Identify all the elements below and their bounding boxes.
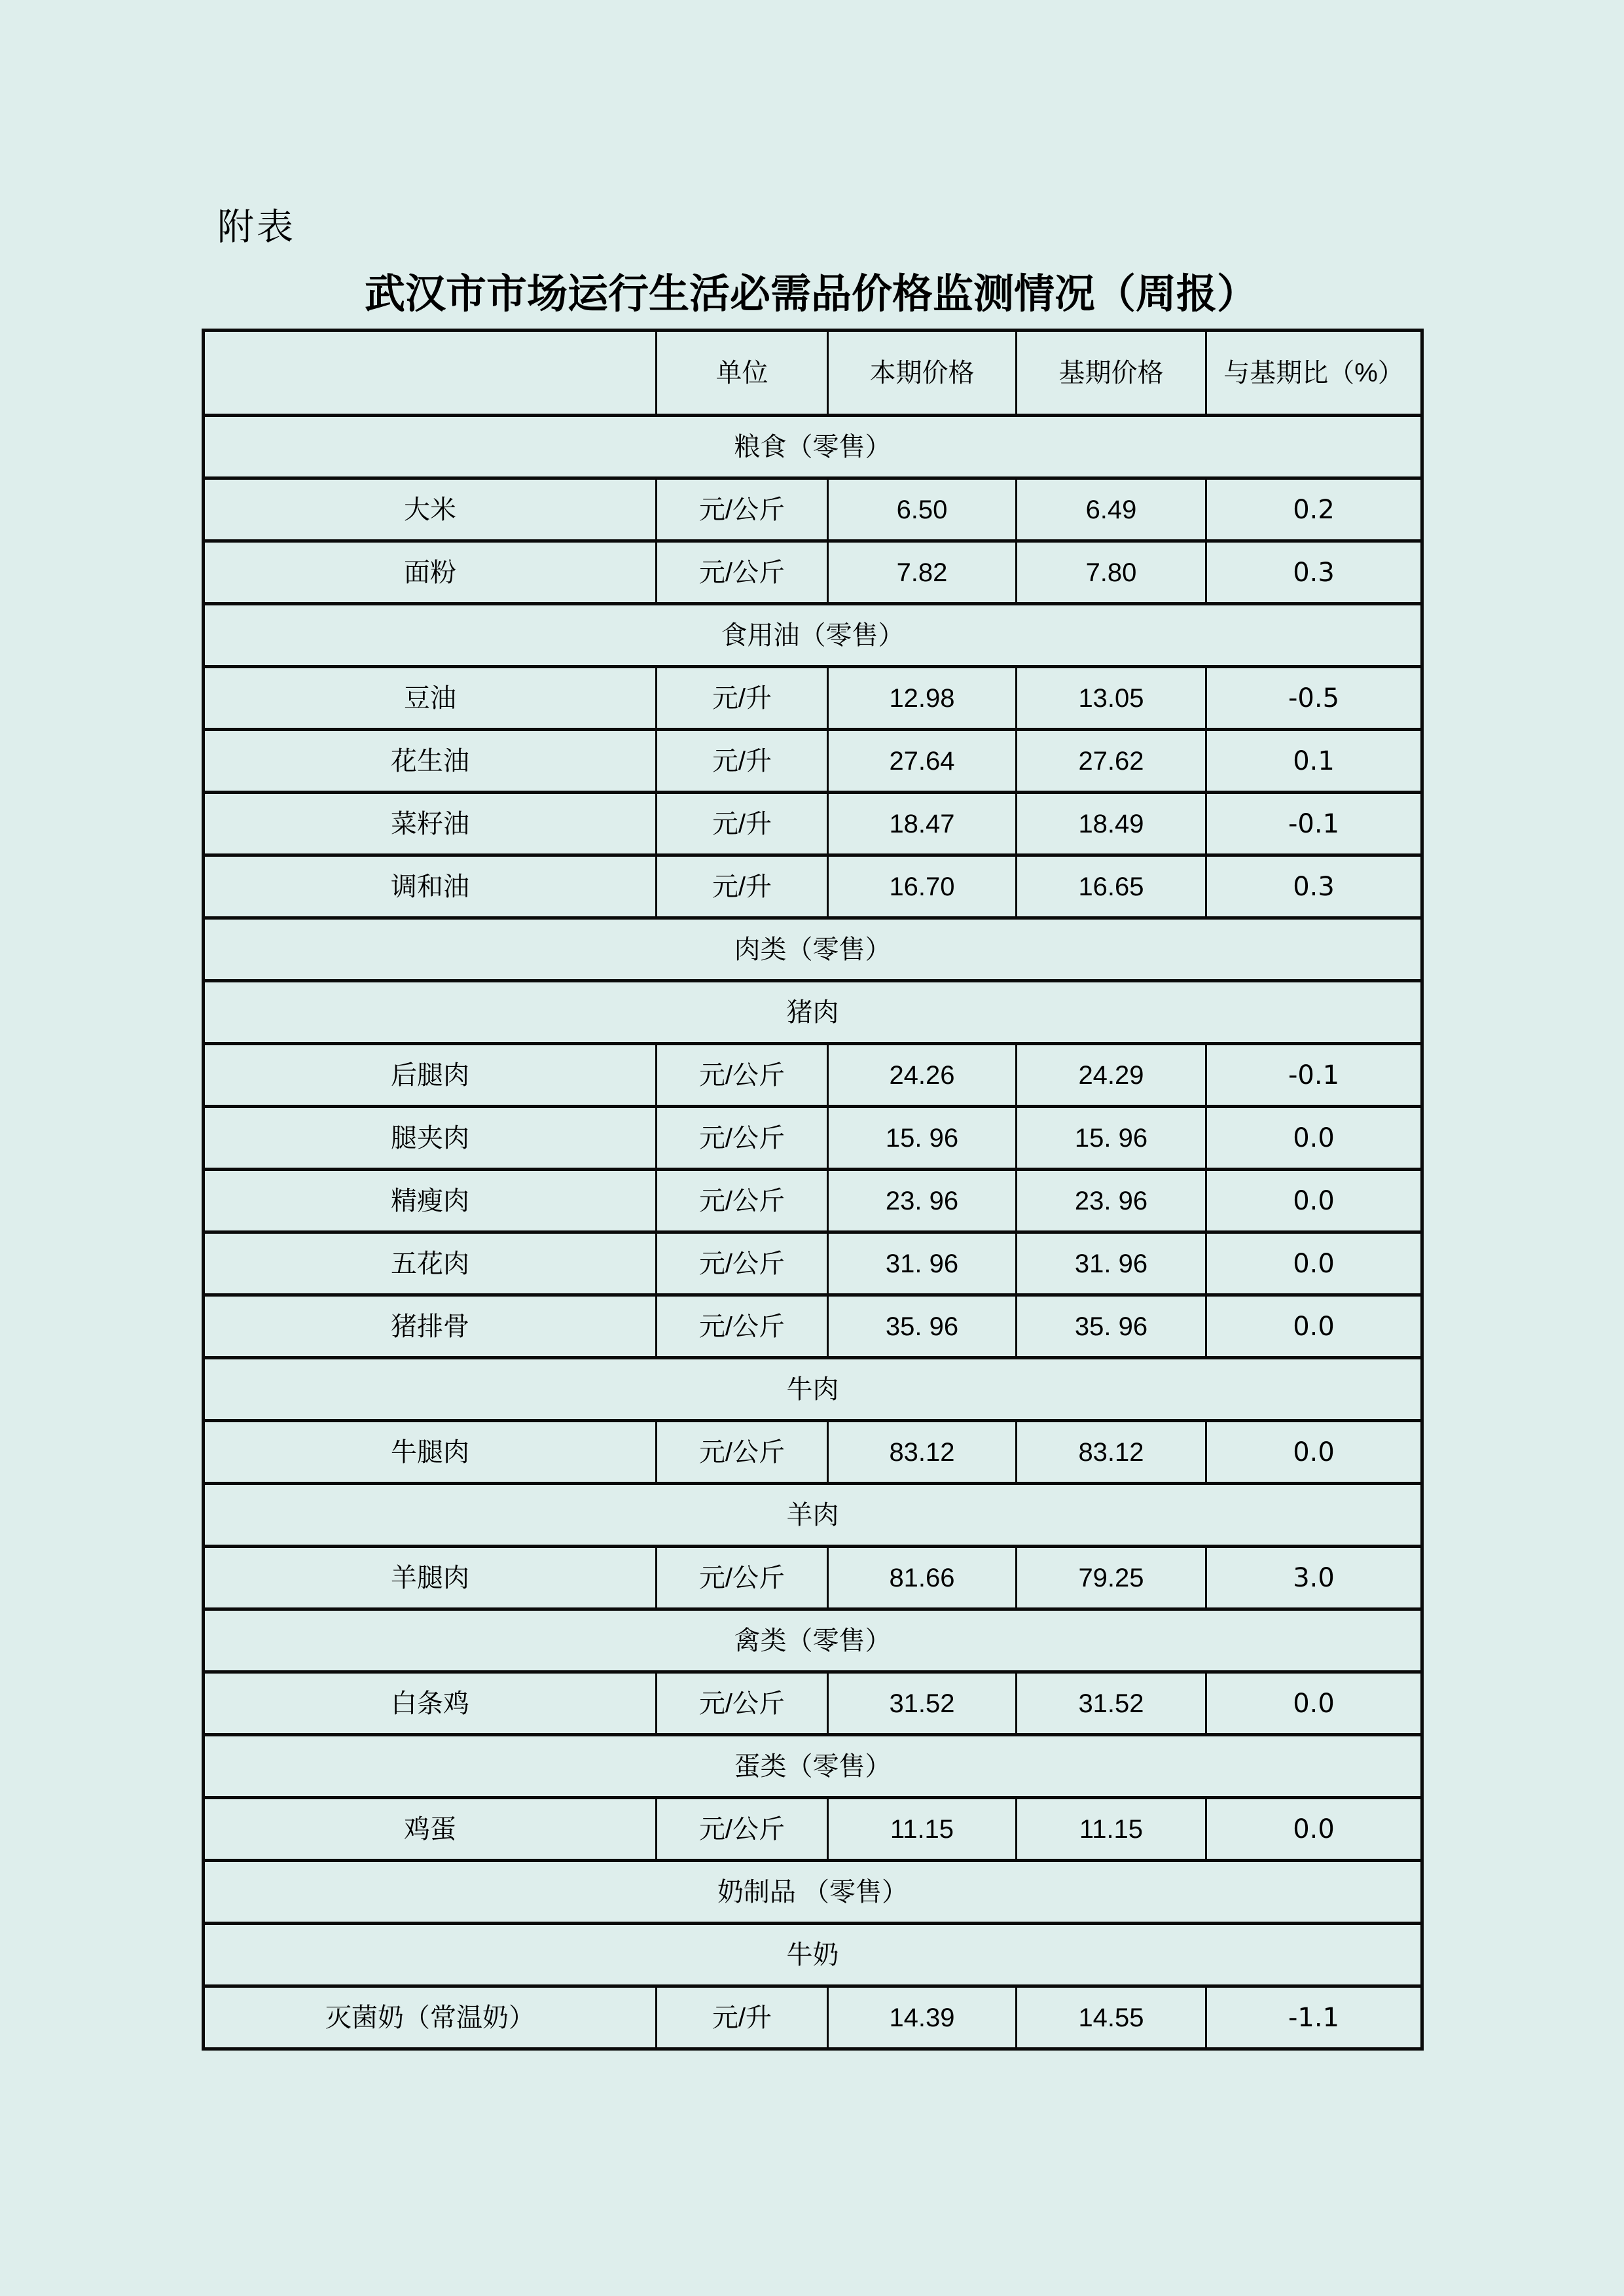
item-label-cell: 羊腿肉 — [204, 1547, 657, 1609]
section-label-cell: 粮食（零售） — [204, 416, 1422, 478]
price-table — [202, 329, 1424, 2051]
current-price-cell: 31.52 — [828, 1672, 1017, 1735]
base-price-cell: 13.05 — [1017, 667, 1206, 730]
item-row — [204, 730, 1422, 793]
base-price-cell: 7.80 — [1017, 541, 1206, 604]
item-label-cell: 菜籽油 — [204, 793, 657, 855]
item-row — [204, 1107, 1422, 1170]
pct-cell: -0.1 — [1206, 793, 1422, 855]
item-label-cell: 五花肉 — [204, 1232, 657, 1295]
item-row — [204, 1170, 1422, 1232]
base-price-cell: 11.15 — [1017, 1798, 1206, 1861]
pct-cell: 0.1 — [1206, 730, 1422, 793]
item-label-cell: 猪排骨 — [204, 1295, 657, 1358]
current-price-cell: 18.47 — [828, 793, 1017, 855]
section-label-cell: 牛肉 — [204, 1358, 1422, 1421]
pct-cell: 0.0 — [1206, 1170, 1422, 1232]
pct-cell: 0.3 — [1206, 855, 1422, 918]
header-cell-base-price: 基期价格 — [1017, 331, 1206, 416]
table-header-row — [204, 331, 1422, 416]
base-price-cell: 27.62 — [1017, 730, 1206, 793]
section-row — [204, 981, 1422, 1044]
unit-cell: 元/公斤 — [657, 478, 828, 541]
current-price-cell: 27.64 — [828, 730, 1017, 793]
base-price-cell: 24.29 — [1017, 1044, 1206, 1107]
current-price-cell: 11.15 — [828, 1798, 1017, 1861]
item-label-cell: 后腿肉 — [204, 1044, 657, 1107]
pct-cell: 0.0 — [1206, 1421, 1422, 1484]
pct-cell: 0.2 — [1206, 478, 1422, 541]
base-price-cell: 79.25 — [1017, 1547, 1206, 1609]
item-row — [204, 1421, 1422, 1484]
item-row — [204, 1044, 1422, 1107]
base-price-cell: 14.55 — [1017, 1986, 1206, 2049]
section-label-cell: 奶制品 （零售） — [204, 1861, 1422, 1924]
unit-cell: 元/公斤 — [657, 1547, 828, 1609]
unit-cell: 元/升 — [657, 730, 828, 793]
item-row — [204, 855, 1422, 918]
section-row — [204, 1735, 1422, 1798]
item-row — [204, 1798, 1422, 1861]
section-row — [204, 1609, 1422, 1672]
pct-cell: 0.0 — [1206, 1672, 1422, 1735]
item-label-cell: 精瘦肉 — [204, 1170, 657, 1232]
section-label-cell: 羊肉 — [204, 1484, 1422, 1547]
section-label-cell: 肉类（零售） — [204, 918, 1422, 981]
base-price-cell: 35. 96 — [1017, 1295, 1206, 1358]
section-row — [204, 1924, 1422, 1986]
base-price-cell: 18.49 — [1017, 793, 1206, 855]
section-label-cell: 禽类（零售） — [204, 1609, 1422, 1672]
item-label-cell: 鸡蛋 — [204, 1798, 657, 1861]
header-cell-item — [204, 331, 657, 416]
item-label-cell: 腿夹肉 — [204, 1107, 657, 1170]
base-price-cell: 6.49 — [1017, 478, 1206, 541]
page-title: 武汉市市场运行生活必需品价格监测情况（周报） — [364, 272, 1257, 317]
current-price-cell: 16.70 — [828, 855, 1017, 918]
pct-cell: 3.0 — [1206, 1547, 1422, 1609]
current-price-cell: 12.98 — [828, 667, 1017, 730]
item-row — [204, 1672, 1422, 1735]
header-cell-pct: 与基期比（%） — [1206, 331, 1422, 416]
unit-cell: 元/升 — [657, 667, 828, 730]
pct-cell: 0.0 — [1206, 1798, 1422, 1861]
unit-cell: 元/公斤 — [657, 1421, 828, 1484]
item-row — [204, 667, 1422, 730]
unit-cell: 元/升 — [657, 855, 828, 918]
base-price-cell: 15. 96 — [1017, 1107, 1206, 1170]
pct-cell: 0.3 — [1206, 541, 1422, 604]
section-row — [204, 1861, 1422, 1924]
unit-cell: 元/升 — [657, 1986, 828, 2049]
base-price-cell: 23. 96 — [1017, 1170, 1206, 1232]
unit-cell: 元/公斤 — [657, 1672, 828, 1735]
current-price-cell: 23. 96 — [828, 1170, 1017, 1232]
item-label-cell: 牛腿肉 — [204, 1421, 657, 1484]
base-price-cell: 16.65 — [1017, 855, 1206, 918]
item-row — [204, 478, 1422, 541]
current-price-cell: 83.12 — [828, 1421, 1017, 1484]
section-label-cell: 牛奶 — [204, 1924, 1422, 1986]
unit-cell: 元/公斤 — [657, 541, 828, 604]
pct-cell: 0.0 — [1206, 1107, 1422, 1170]
page-note: 附表 — [217, 207, 296, 248]
section-row — [204, 604, 1422, 667]
current-price-cell: 14.39 — [828, 1986, 1017, 2049]
section-row — [204, 1358, 1422, 1421]
current-price-cell: 24.26 — [828, 1044, 1017, 1107]
item-row — [204, 1232, 1422, 1295]
section-row — [204, 1484, 1422, 1547]
item-label-cell: 调和油 — [204, 855, 657, 918]
current-price-cell: 31. 96 — [828, 1232, 1017, 1295]
item-row — [204, 541, 1422, 604]
unit-cell: 元/公斤 — [657, 1798, 828, 1861]
item-row — [204, 1295, 1422, 1358]
pct-cell: 0.0 — [1206, 1295, 1422, 1358]
table-body — [204, 331, 1422, 2049]
section-label-cell: 猪肉 — [204, 981, 1422, 1044]
item-row — [204, 793, 1422, 855]
item-label-cell: 白条鸡 — [204, 1672, 657, 1735]
item-label-cell: 面粉 — [204, 541, 657, 604]
section-label-cell: 食用油（零售） — [204, 604, 1422, 667]
item-label-cell: 灭菌奶（常温奶） — [204, 1986, 657, 2049]
pct-cell: -0.1 — [1206, 1044, 1422, 1107]
pct-cell: -1.1 — [1206, 1986, 1422, 2049]
unit-cell: 元/公斤 — [657, 1170, 828, 1232]
unit-cell: 元/公斤 — [657, 1295, 828, 1358]
item-label-cell: 豆油 — [204, 667, 657, 730]
current-price-cell: 6.50 — [828, 478, 1017, 541]
current-price-cell: 15. 96 — [828, 1107, 1017, 1170]
unit-cell: 元/公斤 — [657, 1044, 828, 1107]
pct-cell: -0.5 — [1206, 667, 1422, 730]
current-price-cell: 81.66 — [828, 1547, 1017, 1609]
item-row — [204, 1547, 1422, 1609]
unit-cell: 元/公斤 — [657, 1107, 828, 1170]
item-row — [204, 1986, 1422, 2049]
item-label-cell: 大米 — [204, 478, 657, 541]
base-price-cell: 31. 96 — [1017, 1232, 1206, 1295]
header-cell-current-price: 本期价格 — [828, 331, 1017, 416]
current-price-cell: 35. 96 — [828, 1295, 1017, 1358]
base-price-cell: 83.12 — [1017, 1421, 1206, 1484]
unit-cell: 元/公斤 — [657, 1232, 828, 1295]
section-label-cell: 蛋类（零售） — [204, 1735, 1422, 1798]
item-label-cell: 花生油 — [204, 730, 657, 793]
header-cell-unit: 单位 — [657, 331, 828, 416]
current-price-cell: 7.82 — [828, 541, 1017, 604]
base-price-cell: 31.52 — [1017, 1672, 1206, 1735]
pct-cell: 0.0 — [1206, 1232, 1422, 1295]
unit-cell: 元/升 — [657, 793, 828, 855]
section-row — [204, 918, 1422, 981]
section-row — [204, 416, 1422, 478]
